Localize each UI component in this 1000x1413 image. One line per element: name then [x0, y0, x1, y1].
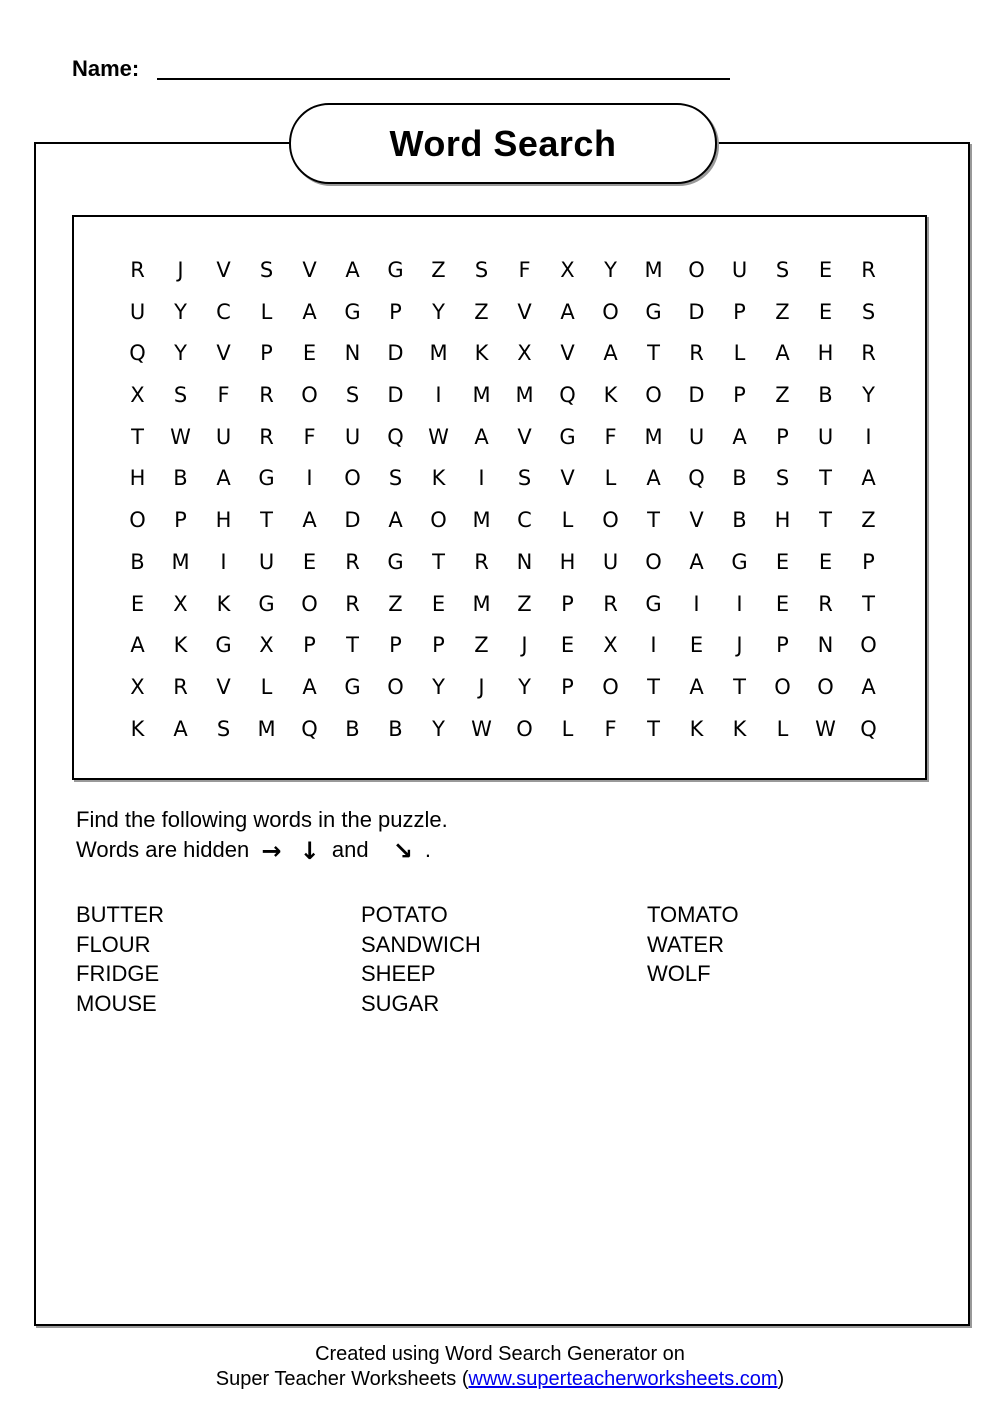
grid-letter: X — [130, 383, 145, 408]
grid-letter: M — [171, 549, 190, 574]
grid-letter: M — [515, 383, 534, 408]
grid-letter: T — [647, 508, 660, 533]
grid-letter: J — [478, 674, 485, 699]
grid-letter: N — [516, 549, 533, 574]
grid-letter: O — [860, 633, 877, 658]
grid-letter: L — [260, 299, 273, 324]
grid-letter: L — [604, 466, 617, 491]
grid-letter: B — [388, 716, 403, 741]
grid-letter: K — [732, 716, 747, 741]
grid-letter: S — [173, 383, 188, 408]
grid-letter: O — [301, 383, 318, 408]
grid-letter: G — [645, 591, 662, 616]
grid-letter: Z — [861, 508, 876, 533]
grid-letter: A — [302, 674, 317, 699]
grid-letter: G — [258, 591, 275, 616]
grid-letter: K — [431, 466, 446, 491]
word-item: SHEEP — [361, 961, 436, 986]
grid-letter: A — [388, 508, 403, 533]
grid-letter: R — [173, 674, 188, 699]
grid-letter: E — [302, 341, 317, 366]
instructions-period: . — [424, 837, 432, 862]
instructions-line-1: Find the following words in the puzzle. — [76, 807, 448, 832]
grid-letter: H — [129, 466, 146, 491]
grid-letter: U — [129, 299, 146, 324]
grid-letter: D — [387, 383, 404, 408]
grid-letter: O — [602, 508, 619, 533]
grid-letter: F — [217, 383, 230, 408]
grid-letter: O — [430, 508, 447, 533]
grid-letter: D — [688, 299, 705, 324]
grid-letter: A — [302, 508, 317, 533]
grid-letter: A — [732, 424, 747, 449]
word-item: WATER — [647, 931, 724, 957]
grid-letter: F — [303, 424, 316, 449]
grid-letter: O — [817, 674, 834, 699]
name-underline — [157, 78, 730, 80]
word-column — [76, 900, 361, 1018]
grid-letter: B — [732, 466, 747, 491]
grid-letter: S — [388, 466, 403, 491]
arrow-diagonal-icon: ↘ — [392, 837, 413, 865]
grid-letter: O — [602, 674, 619, 699]
grid-letter: K — [130, 716, 145, 741]
grid-letter: Q — [688, 466, 705, 491]
grid-letter: W — [428, 424, 449, 449]
grid-letter: T — [346, 633, 359, 658]
grid-letter: U — [688, 424, 705, 449]
grid-letter: N — [817, 633, 834, 658]
word-item: FRIDGE — [76, 961, 160, 986]
grid-letter: O — [645, 549, 662, 574]
grid-letter: R — [689, 341, 704, 366]
grid-letter: P — [776, 633, 789, 658]
grid-letter: O — [602, 299, 619, 324]
word-item: POTATO — [361, 902, 448, 927]
instructions-prefix: Words are hidden — [76, 837, 250, 862]
grid-letter: D — [688, 383, 705, 408]
grid-letter: U — [602, 549, 619, 574]
grid-letter: G — [645, 299, 662, 324]
instructions-line-2 — [76, 835, 448, 866]
grid-letter: A — [302, 299, 317, 324]
grid-letter: G — [258, 466, 275, 491]
grid-letter: Q — [301, 716, 318, 741]
grid-letter: I — [435, 383, 442, 408]
grid-letter: G — [559, 424, 576, 449]
footer-prefix: Super Teacher Worksheets ( — [215, 1368, 469, 1390]
grid-letter: X — [259, 633, 274, 658]
grid-letter: C — [517, 508, 532, 533]
grid-letter: G — [344, 299, 361, 324]
grid-letter: A — [130, 633, 145, 658]
grid-letter: F — [604, 716, 617, 741]
grid-letter: J — [521, 633, 528, 658]
grid-letter: M — [429, 341, 448, 366]
grid-letter: B — [818, 383, 833, 408]
grid-letter: E — [689, 633, 704, 658]
grid-letter: K — [173, 633, 188, 658]
grid-letter: P — [561, 591, 574, 616]
grid-letter: Y — [604, 258, 617, 282]
footer — [0, 1342, 1000, 1392]
grid-letter: H — [817, 341, 834, 366]
grid-letter: A — [861, 674, 876, 699]
grid-letter: B — [130, 549, 145, 574]
grid-letter: B — [732, 508, 747, 533]
grid-letter: X — [560, 258, 575, 282]
grid-letter: R — [603, 591, 618, 616]
grid-letter: V — [216, 674, 231, 699]
grid-letter: K — [689, 716, 704, 741]
grid-letter: M — [644, 424, 663, 449]
grid-letter: P — [174, 508, 187, 533]
grid-letter: L — [561, 508, 574, 533]
grid-letter: W — [815, 716, 836, 741]
word-item: TOMATO — [647, 902, 739, 927]
instructions-and: and — [331, 837, 369, 862]
grid-letter: L — [260, 674, 273, 699]
grid-letter: P — [260, 341, 273, 366]
grid-letter: H — [559, 549, 576, 574]
grid-letter: A — [861, 466, 876, 491]
grid-letter: P — [733, 299, 746, 324]
grid-letter: E — [818, 299, 833, 324]
grid-letter: K — [474, 341, 489, 366]
grid-letter: M — [472, 508, 491, 533]
word-list — [76, 900, 932, 1018]
arrow-right-icon: → — [261, 837, 282, 865]
grid-letter: Z — [775, 299, 790, 324]
grid-letter: M — [644, 258, 663, 282]
word-item: MOUSE — [76, 990, 157, 1016]
grid-letter: X — [130, 674, 145, 699]
grid-letter: S — [259, 258, 274, 282]
grid-letter: I — [650, 633, 657, 658]
grid-letter: I — [865, 424, 872, 449]
grid-letter: V — [517, 424, 532, 449]
name-label: Name: — [72, 56, 140, 81]
grid-letter: Z — [431, 258, 446, 282]
grid-letter: A — [689, 674, 704, 699]
grid-letter: E — [818, 258, 833, 282]
grid-letter: V — [689, 508, 704, 533]
grid-letter: R — [345, 549, 360, 574]
letter-grid — [116, 250, 890, 750]
grid-letter: O — [774, 674, 791, 699]
grid-letter: I — [478, 466, 485, 491]
grid-letter: Y — [432, 716, 445, 741]
grid-letter: K — [216, 591, 231, 616]
grid-letter: O — [387, 674, 404, 699]
grid-letter: U — [215, 424, 232, 449]
grid-letter: I — [736, 591, 743, 616]
footer-line-1: Created using Word Search Generator on — [315, 1343, 685, 1365]
word-item: SUGAR — [361, 990, 440, 1016]
grid-letter: E — [560, 633, 575, 658]
grid-letter: L — [561, 716, 574, 741]
grid-letter: X — [603, 633, 618, 658]
grid-letter: S — [216, 716, 231, 741]
grid-letter: A — [775, 341, 790, 366]
grid-letter: S — [345, 383, 360, 408]
grid-letter: H — [774, 508, 791, 533]
grid-letter: G — [387, 258, 404, 282]
grid-letter: P — [561, 674, 574, 699]
title-banner — [289, 103, 717, 184]
grid-letter: B — [345, 716, 360, 741]
grid-letter: W — [471, 716, 492, 741]
grid-letter: B — [173, 466, 188, 491]
grid-letter: E — [130, 591, 145, 616]
grid-letter: R — [474, 549, 489, 574]
grid-letter: T — [260, 508, 273, 533]
grid-letter: Y — [174, 299, 187, 324]
grid-letter: V — [560, 466, 575, 491]
grid-letter: G — [387, 549, 404, 574]
grid-letter: S — [474, 258, 489, 282]
grid-letter: O — [688, 258, 705, 282]
grid-letter: R — [861, 341, 876, 366]
grid-letter: T — [819, 466, 832, 491]
grid-letter: P — [303, 633, 316, 658]
grid-letter: P — [776, 424, 789, 449]
word-item: BUTTER — [76, 902, 164, 927]
grid-letter: P — [389, 633, 402, 658]
grid-letter: T — [647, 674, 660, 699]
page-title: Word Search — [389, 122, 617, 164]
grid-letter: F — [518, 258, 531, 282]
grid-letter: D — [344, 508, 361, 533]
grid-letter: R — [259, 424, 274, 449]
grid-letter: A — [689, 549, 704, 574]
grid-letter: L — [733, 341, 746, 366]
grid-letter: M — [257, 716, 276, 741]
grid-letter: E — [775, 549, 790, 574]
grid-letter: F — [604, 424, 617, 449]
word-item: SANDWICH — [361, 931, 481, 957]
grid-letter: I — [220, 549, 227, 574]
grid-letter: Q — [559, 383, 576, 408]
grid-letter: T — [131, 424, 144, 449]
grid-letter: D — [387, 341, 404, 366]
grid-letter: U — [344, 424, 361, 449]
grid-letter: H — [215, 508, 232, 533]
grid-letter: Y — [518, 674, 531, 699]
grid-letter: L — [776, 716, 789, 741]
grid-letter: P — [862, 549, 875, 574]
grid-letter: O — [516, 716, 533, 741]
grid-letter: T — [647, 716, 660, 741]
grid-letter: O — [129, 508, 146, 533]
grid-letter: T — [819, 508, 832, 533]
grid-letter: X — [517, 341, 532, 366]
grid-letter: Q — [129, 341, 146, 366]
grid-letter: V — [216, 341, 231, 366]
grid-letter: T — [862, 591, 875, 616]
grid-letter: J — [177, 258, 184, 282]
grid-letter: I — [306, 466, 313, 491]
grid-letter: R — [345, 591, 360, 616]
grid-letter: Q — [860, 716, 877, 741]
grid-letter: T — [432, 549, 445, 574]
grid-letter: A — [603, 341, 618, 366]
grid-letter: S — [775, 258, 790, 282]
grid-letter: P — [389, 299, 402, 324]
grid-letter: M — [472, 383, 491, 408]
grid-letter: G — [344, 674, 361, 699]
grid-letter: Z — [474, 299, 489, 324]
grid-letter: R — [818, 591, 833, 616]
grid-letter: Y — [432, 299, 445, 324]
grid-letter: V — [302, 258, 317, 282]
grid-letter: U — [731, 258, 748, 282]
grid-letter: Z — [388, 591, 403, 616]
grid-letter: O — [301, 591, 318, 616]
grid-letter: S — [517, 466, 532, 491]
grid-letter: V — [560, 341, 575, 366]
grid-letter: Z — [517, 591, 532, 616]
grid-letter: S — [775, 466, 790, 491]
grid-letter: S — [861, 299, 876, 324]
grid-letter: E — [818, 549, 833, 574]
grid-letter: Z — [474, 633, 489, 658]
grid-letter: Z — [775, 383, 790, 408]
grid-letter: E — [775, 591, 790, 616]
word-item: FLOUR — [76, 931, 151, 957]
grid-letter: R — [130, 258, 145, 282]
grid-letter: I — [693, 591, 700, 616]
grid-letter: Y — [432, 674, 445, 699]
arrow-down-icon: ↓ — [299, 837, 320, 865]
grid-letter: A — [173, 716, 188, 741]
grid-letter: K — [603, 383, 618, 408]
word-item: WOLF — [647, 961, 711, 986]
grid-letter: G — [731, 549, 748, 574]
grid-letter: W — [170, 424, 191, 449]
grid-letter: A — [474, 424, 489, 449]
grid-letter: R — [861, 258, 876, 282]
grid-letter: E — [302, 549, 317, 574]
grid-letter: T — [647, 341, 660, 366]
grid-letter: E — [431, 591, 446, 616]
grid-letter: R — [259, 383, 274, 408]
grid-letter: J — [736, 633, 743, 658]
word-column — [647, 900, 932, 1018]
footer-suffix: ) — [777, 1368, 785, 1390]
grid-letter: A — [216, 466, 231, 491]
grid-letter: X — [173, 591, 188, 616]
grid-letter: T — [733, 674, 746, 699]
grid-letter: N — [344, 341, 361, 366]
grid-letter: V — [216, 258, 231, 282]
grid-letter: U — [258, 549, 275, 574]
grid-letter: A — [345, 258, 360, 282]
grid-letter: Q — [387, 424, 404, 449]
grid-letter: C — [216, 299, 231, 324]
grid-letter: V — [517, 299, 532, 324]
grid-letter: P — [432, 633, 445, 658]
footer-line-2 — [0, 1367, 1000, 1392]
grid-letter: U — [817, 424, 834, 449]
grid-letter: Y — [174, 341, 187, 366]
word-column — [361, 900, 647, 1018]
grid-letter: G — [215, 633, 232, 658]
footer-link[interactable]: www.superteacherworksheets.com — [468, 1368, 778, 1390]
grid-letter: Y — [862, 383, 875, 408]
grid-letter: A — [560, 299, 575, 324]
grid-letter: O — [645, 383, 662, 408]
grid-letter: A — [646, 466, 661, 491]
grid-letter: P — [733, 383, 746, 408]
instructions — [76, 805, 448, 866]
grid-letter: O — [344, 466, 361, 491]
grid-letter: M — [472, 591, 491, 616]
